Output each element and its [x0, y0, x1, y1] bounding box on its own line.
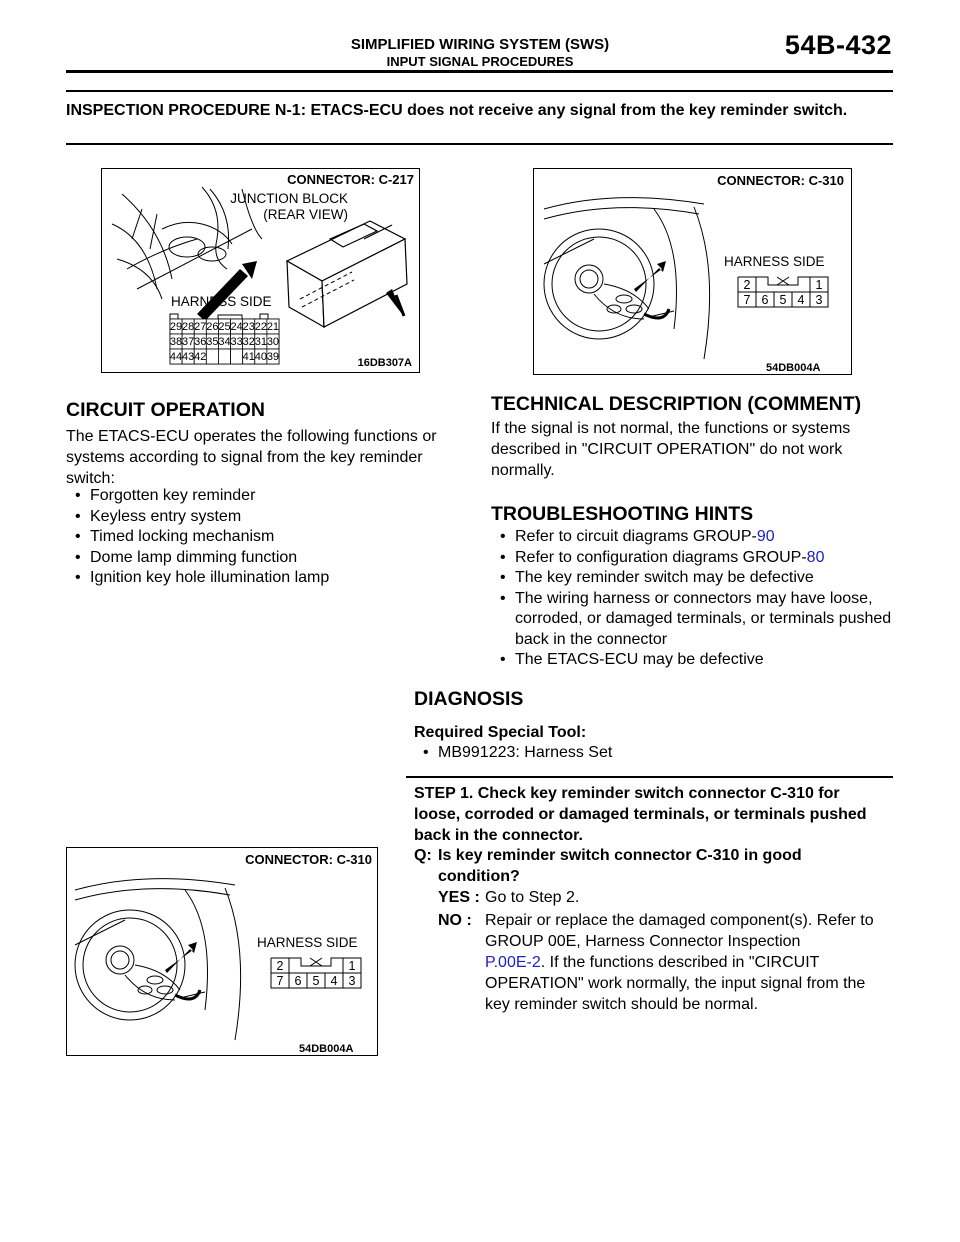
connector-pin-number: 7: [743, 293, 751, 307]
figure-caption: 54DB004A: [766, 362, 821, 374]
connector-pin-number: 41: [242, 351, 255, 363]
connector-pin-cell: [218, 349, 230, 364]
junction-block-illustration: [102, 169, 419, 372]
circuit-operation-heading: CIRCUIT OPERATION: [66, 399, 265, 421]
group-90-link[interactable]: 90: [756, 528, 775, 545]
connector-pin-number: 1: [348, 959, 356, 973]
connector-pin-number: 3: [348, 974, 356, 988]
question-label: Q:: [414, 847, 432, 864]
svg-text:CONNECTOR: C-310: [245, 852, 372, 867]
connector-pin-number: 36: [194, 336, 207, 348]
harness-side-label: HARNESS SIDE: [171, 294, 272, 309]
connector-c217-pinout: [170, 314, 279, 364]
header-rule: [66, 70, 893, 73]
step1-title: STEP 1. Check key reminder switch connector C-310 for loose, corroded or damaged terminals, or terminals pushed back in the connector.: [414, 785, 867, 844]
connector-pin-number: 35: [206, 336, 219, 348]
blank-pin-mark: [777, 277, 789, 285]
connector-pin-number: 24: [230, 321, 243, 333]
connector-pin-number: 21: [266, 321, 280, 333]
step-rule: [406, 776, 893, 778]
figure-connector-c310-bottom: [66, 847, 378, 1056]
yes-text: Go to Step 2.: [485, 889, 580, 906]
connector-pin-number: 7: [276, 974, 284, 988]
list-item: • Ignition key hole illumination lamp: [66, 568, 471, 589]
svg-text:CONNECTOR: C-310: [717, 173, 844, 188]
connector-pin-number: 34: [218, 336, 231, 348]
connector-pin-number: 29: [169, 321, 183, 333]
connector-pin-number: 5: [779, 293, 787, 307]
svg-text:HARNESS SIDE: [257, 935, 358, 950]
list-item: • Dome lamp dimming function: [66, 548, 471, 569]
connector-pin-number: 4: [797, 293, 805, 307]
connector-pin-number: 26: [206, 321, 219, 333]
page-number: 54B-432: [784, 30, 892, 60]
circuit-operation-intro: The ETACS-ECU operates the following functions or systems according to signal from the key reminder switch:: [66, 428, 437, 487]
blank-pin-mark: [310, 958, 322, 966]
title-rule-top: [66, 90, 893, 92]
technical-description-text: If the signal is not normal, the functions or systems described in "CIRCUIT OPERATION" do not work normally.: [491, 420, 851, 479]
connector-pin-number: 22: [254, 321, 267, 333]
connector-pin-number: 40: [254, 351, 267, 363]
connector-pin-number: 43: [182, 351, 195, 363]
list-item: • Keyless entry system: [66, 507, 471, 528]
figure-connector-c217: [101, 168, 420, 373]
list-item: • The key reminder switch may be defective: [491, 568, 893, 589]
list-item: • Refer to circuit diagrams GROUP-90: [491, 527, 893, 548]
connector-pin-number: 38: [169, 336, 183, 348]
connector-pin-number: 2: [743, 278, 751, 292]
connector-pin-number: 1: [815, 278, 823, 292]
svg-text:JUNCTION BLOCK: [230, 191, 348, 206]
connector-pin-number: 2: [276, 959, 284, 973]
junction-block-label: JUNCTION BLOCK: [230, 191, 348, 206]
connector-pin-number: 37: [182, 336, 195, 348]
connector-pin-number: 30: [266, 336, 280, 348]
rear-view-label: (REAR VIEW): [263, 207, 348, 222]
p00e-2-link[interactable]: P.00E-2: [485, 954, 541, 971]
svg-text:HARNESS SIDE: [724, 254, 825, 269]
connector-pin-number: 44: [169, 351, 183, 363]
svg-text:54DB004A: [766, 362, 820, 374]
list-item: • The ETACS-ECU may be defective: [491, 650, 893, 671]
yes-label: YES :: [438, 889, 480, 906]
list-item: • The wiring harness or connectors may have loose, corroded, or damaged terminals, or terminals pushed back in the connector: [491, 589, 893, 651]
connector-pin-number: 4: [330, 974, 338, 988]
list-item: • Refer to configuration diagrams GROUP-80: [491, 548, 893, 569]
connector-pin-number: 5: [312, 974, 320, 988]
harness-side-label: HARNESS SIDE: [724, 254, 825, 269]
question-text: Is key reminder switch connector C-310 in good condition?: [438, 847, 802, 885]
diagnosis-heading: DIAGNOSIS: [414, 688, 524, 710]
connector-pin-number: 28: [182, 321, 195, 333]
connector-pin-number: 3: [815, 293, 823, 307]
connector-pin-number: 27: [194, 321, 207, 333]
figure-heading: CONNECTOR: C-310: [245, 852, 372, 867]
no-text-1: Repair or replace the damaged component(s). Refer to GROUP 00E, Harness Connector Inspection: [485, 912, 874, 950]
harness-side-label: HARNESS SIDE: [257, 935, 358, 950]
connector-pin-number: 23: [242, 321, 255, 333]
technical-description-heading: TECHNICAL DESCRIPTION (COMMENT): [491, 393, 862, 415]
group-80-link[interactable]: 80: [806, 548, 825, 566]
connector-pin-number: 32: [242, 336, 255, 348]
figure-heading: CONNECTOR: C-217: [287, 172, 414, 187]
steering-column-illustration: [534, 169, 851, 374]
svg-text:(REAR VIEW): [263, 207, 348, 222]
header-title: SIMPLIFIED WIRING SYSTEM (SWS): [350, 36, 610, 53]
connector-outline: [271, 958, 361, 973]
list-item: • Timed locking mechanism: [66, 527, 471, 548]
svg-text:HARNESS SIDE: [171, 294, 272, 309]
svg-text:54DB004A: [299, 1043, 353, 1055]
no-text-2: P.00E-2. If the functions described in "CIRCUIT OPERATION" work normally, the input signal from the key reminder switch should be normal.: [485, 954, 866, 1013]
connector-pin-number: 42: [194, 351, 207, 363]
special-tool-heading: Required Special Tool:: [414, 724, 587, 741]
troubleshooting-heading: TROUBLESHOOTING HINTS: [491, 503, 754, 525]
header-subtitle: INPUT SIGNAL PROCEDURES: [386, 54, 574, 69]
special-tool-list: [414, 743, 884, 764]
list-item: • Forgotten key reminder: [66, 486, 471, 507]
connector-pin-cell: [231, 349, 243, 364]
title-rule-bottom: [66, 143, 893, 145]
connector-c310-pinout: [738, 277, 828, 307]
connector-pin-number: 6: [761, 293, 769, 307]
connector-c310-pinout: [271, 958, 361, 988]
procedure-title: INSPECTION PROCEDURE N-1: ETACS-ECU does not receive any signal from the key reminder switch.: [66, 102, 848, 119]
figure-heading: CONNECTOR: C-310: [717, 173, 844, 188]
figure-caption: 54DB004A: [299, 1043, 354, 1055]
circuit-operation-list: [66, 486, 471, 589]
connector-pin-number: 39: [266, 351, 280, 363]
troubleshooting-list: [491, 527, 893, 671]
steering-column-illustration: [67, 848, 377, 1055]
connector-pin-number: 6: [294, 974, 302, 988]
connector-pin-number: 25: [218, 321, 231, 333]
figure-caption: 16DB307A: [357, 357, 412, 369]
no-label: NO :: [438, 912, 472, 929]
svg-text:16DB307A: [358, 357, 412, 369]
connector-pin-number: 31: [254, 336, 267, 348]
connector-pin-number: 33: [230, 336, 243, 348]
connector-outline: [738, 277, 828, 292]
list-item: • MB991223: Harness Set: [414, 743, 884, 764]
connector-pin-cell: [206, 349, 218, 364]
figure-connector-c310-top: [533, 168, 852, 375]
